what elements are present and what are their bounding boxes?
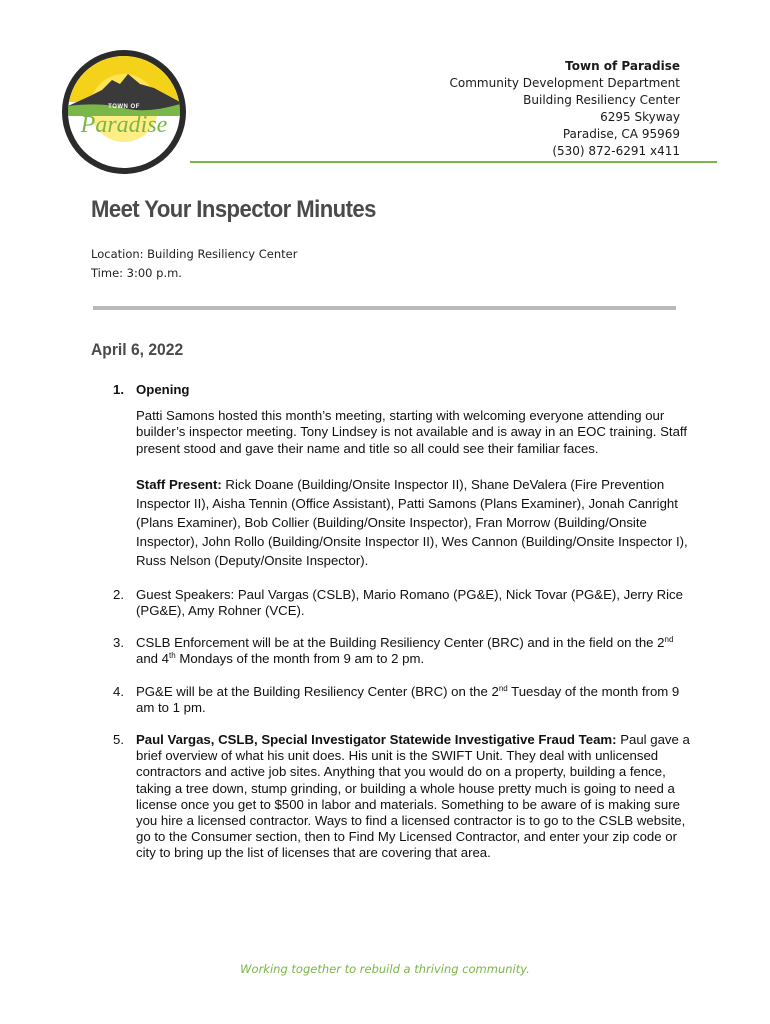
list-item-pge — [96, 684, 696, 716]
meeting-date: April 6, 2022 — [91, 340, 184, 359]
list-item-vargas — [96, 732, 696, 862]
item-number: 1. — [113, 382, 124, 397]
org-name: Town of Paradise — [565, 59, 680, 73]
logo-state: CALIFORNIA — [94, 141, 154, 150]
vargas-heading: Paul Vargas, CSLB, Special Investigator Statewide Investigative Fraud Team: — [136, 732, 617, 748]
guests-text: Guest Speakers: Paul Vargas (CSLB), Mario Romano (PG&E), Nick Tovar (PG&E), Jerry Rice (PG&E), Amy Rohner (VCE). — [136, 586, 683, 619]
cslb-text-b: and 4 — [136, 651, 170, 667]
section-divider — [93, 306, 676, 310]
footer-tagline: Working together to rebuild a thriving community. — [240, 962, 530, 976]
cslb-sup-b: th — [169, 651, 176, 661]
logo-inc: INC. 1979 — [112, 158, 136, 164]
town-of-paradise-logo — [62, 44, 186, 180]
city-state-zip: Paradise, CA 95969 — [562, 127, 680, 141]
list-item-guests — [96, 587, 696, 619]
meeting-time: Time: 3:00 p.m. — [91, 266, 182, 280]
list-item-opening — [96, 382, 696, 570]
staff-present — [136, 475, 696, 570]
cslb-text-c: Mondays of the month from 9 am to 2 pm. — [175, 651, 425, 667]
logo-name: Paradise — [80, 112, 168, 138]
item-heading: Opening — [136, 382, 190, 397]
item-number: 3. — [113, 635, 124, 651]
logo-top-text: TOWN OF — [108, 104, 140, 110]
meeting-meta — [91, 245, 297, 283]
department: Community Development Department — [449, 76, 680, 90]
cslb-sup-a: nd — [664, 635, 674, 645]
pge-text-a: PG&E will be at the Building Resiliency Center (BRC) on the 2 — [136, 683, 499, 699]
letterhead-address — [450, 58, 680, 160]
minutes-list — [96, 382, 696, 862]
document-title: Meet Your Inspector Minutes — [91, 196, 376, 223]
item-number: 5. — [113, 732, 124, 748]
meeting-location: Location: Building Resiliency Center — [91, 247, 298, 261]
cslb-text-a: CSLB Enforcement will be at the Building Resiliency Center (BRC) and in the field on the 2 — [136, 635, 665, 651]
pge-sup-a: nd — [498, 683, 508, 693]
vargas-text: Paul gave a brief overview of what his unit does. His unit is the SWIFT Unit. They deal with unlicensed contractors and active job sites. Anything that you would do on a property, building a fence, taking a tree down, stump grinding, or building a whole house pretty much is going to need a license once you get to $500 in labor and materials. Something to be aware of is making sure you hire a licensed contractor. Ways to find a licensed contractor is to go to the CSLB website, go to the Consumer section, then to Find My Licensed Contractor, and enter your zip code or city to bring up the list of licenses that are covering that area. — [136, 732, 690, 861]
center-name: Building Resiliency Center — [523, 93, 680, 107]
staff-list: Rick Doane (Building/Onsite Inspector II), Shane DeValera (Fire Prevention Inspector II), Aisha Tennin (Office Assistant), Patti Samons (Plans Examiner), Jonah Canright (Plans Examiner), Bob Collier (Building/Onsite Inspector), Fran Morrow (Building/Onsite Inspector), John Rollo (Building/Onsite Inspector II), Wes Cannon (Building/Onsite Inspector I), Russ Nelson (Deputy/Onsite Inspector). — [136, 476, 688, 568]
staff-label: Staff Present: — [136, 476, 222, 492]
phone-number: (530) 872-6291 x411 — [552, 144, 680, 158]
item-number: 4. — [113, 683, 124, 699]
letterhead-divider — [190, 161, 717, 163]
item-number: 2. — [113, 586, 124, 602]
pge-text-b: Tuesday of the month from 9 am to 1 pm. — [136, 683, 680, 715]
street-address: 6295 Skyway — [600, 110, 680, 124]
opening-paragraph: Patti Samons hosted this month’s meeting, starting with welcoming everyone attending our builder’s inspector meeting. Tony Lindsey is not available and is away in an EOC training. Staff present stood and gave their name and title so all could see their familiar faces. — [136, 408, 688, 456]
list-item-cslb — [96, 635, 696, 667]
